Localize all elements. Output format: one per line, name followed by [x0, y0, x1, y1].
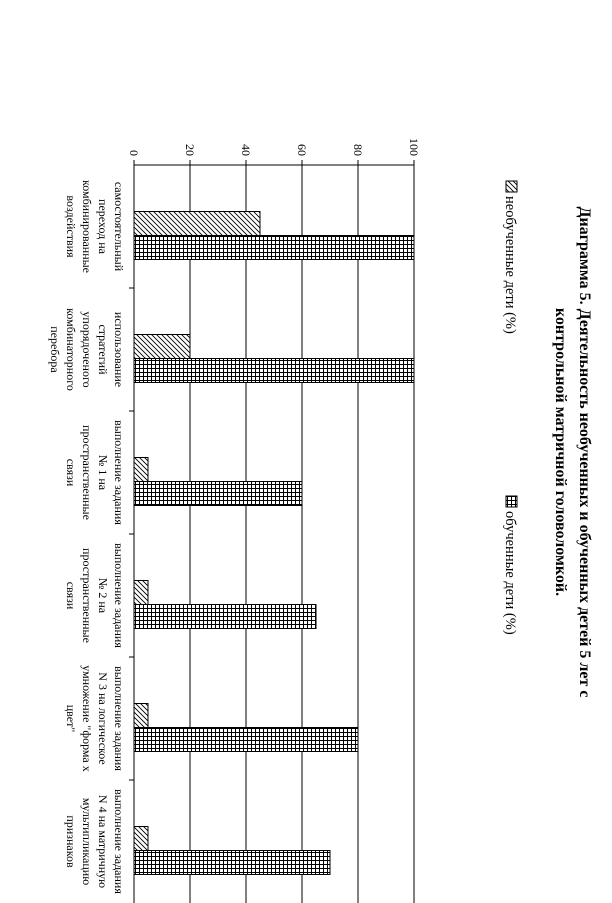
category-label: пространственные	[80, 425, 94, 520]
legend-swatch	[506, 181, 517, 192]
y-tick-label: 0	[127, 150, 141, 156]
category-label: признаков	[64, 815, 78, 868]
legend	[502, 181, 518, 635]
y-tick-label: 60	[295, 144, 309, 156]
category-label: № 2 на	[96, 577, 110, 614]
bar-untrained	[134, 335, 190, 359]
category-label: комбинированные	[80, 179, 94, 274]
bar-trained	[134, 482, 302, 506]
legend-label: необученные дети (%)	[502, 196, 518, 334]
category-label: выполнение задания	[112, 666, 126, 771]
category-label: № 1 на	[96, 454, 110, 491]
category-label: цвет"	[64, 704, 78, 733]
bar-untrained	[134, 212, 260, 236]
bar-trained	[134, 605, 316, 629]
category-label: выполнение задания	[112, 420, 126, 525]
bar-trained	[134, 359, 414, 383]
category-label: умножение "форма х	[80, 665, 94, 772]
chart-title-line: Диаграмма 5. Деятельность необученных и обученных детей 5 лет с	[576, 206, 593, 698]
category-label: связи	[64, 581, 78, 610]
legend-label: обученные дети (%)	[502, 511, 518, 635]
category-label: воздействия	[64, 195, 78, 258]
y-tick-label: 40	[239, 144, 253, 156]
category-label: выполнение задания	[112, 543, 126, 648]
category-label: комбинаторного	[64, 308, 78, 391]
category-label: связи	[64, 458, 78, 487]
bar-untrained	[134, 581, 148, 605]
plot-area	[48, 138, 421, 903]
bar-untrained	[134, 458, 148, 482]
y-tick-label: 20	[183, 144, 197, 156]
category-label: перебора	[48, 326, 62, 373]
category-label: упорядоченого	[80, 311, 94, 388]
category-label: пространственные	[80, 548, 94, 643]
legend-swatch	[506, 496, 517, 507]
category-label: N 3 на логическое	[96, 672, 110, 765]
category-label: N 4 на матричную	[96, 794, 110, 889]
chart-title	[552, 207, 593, 698]
category-label: мультипликацию	[80, 797, 94, 886]
category-label: самостоятельный	[112, 181, 126, 272]
chart-title-line: контрольной матричной головоломкой.	[552, 307, 569, 597]
bar-trained	[134, 728, 358, 752]
y-tick-label: 100	[407, 138, 421, 156]
bar-trained	[134, 851, 330, 875]
category-label: стратегий	[96, 324, 110, 375]
category-label: переход на	[96, 199, 110, 254]
category-label: выполнение задания	[112, 789, 126, 894]
bar-trained	[134, 236, 414, 260]
bar-untrained	[134, 704, 148, 728]
bar-untrained	[134, 827, 148, 851]
y-tick-label: 80	[351, 144, 365, 156]
category-label: использование	[112, 311, 126, 388]
